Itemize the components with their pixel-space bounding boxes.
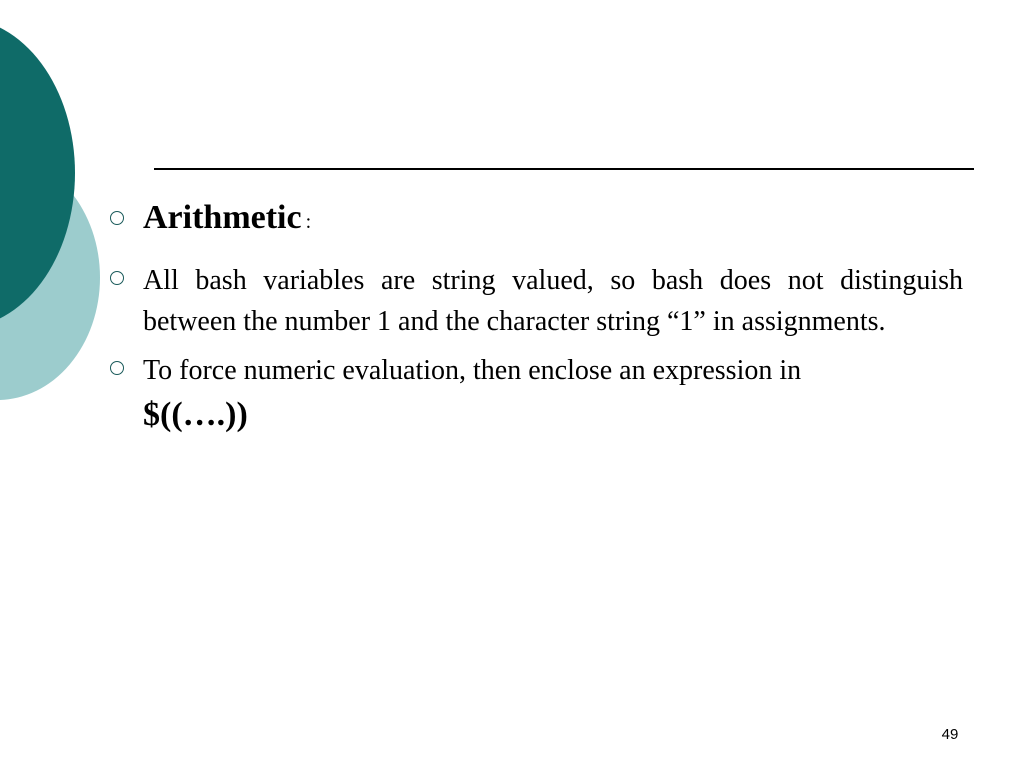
bullet-heading-colon: : [305,211,312,233]
hollow-circle-bullet-icon [110,271,124,285]
slide-body [105,195,963,439]
bullet-item-arithmetic [105,195,963,245]
title-divider-line [154,168,974,170]
bullet-text: To force numeric evaluation, then enclose an expression in [143,355,802,386]
hollow-circle-bullet-icon [110,361,124,375]
bullet-text: All bash variables are string valued, so bash does not distinguish between the number 1 and the character string “1” in assignments. [143,265,963,337]
bullet-item-numeric-evaluation [105,350,963,439]
bullet-item-string-valued [105,260,963,342]
page-number: 49 [941,726,959,743]
arithmetic-expansion-code: $((….)) [143,396,248,433]
bullet-heading: Arithmetic [143,199,302,236]
hollow-circle-bullet-icon [110,211,124,225]
